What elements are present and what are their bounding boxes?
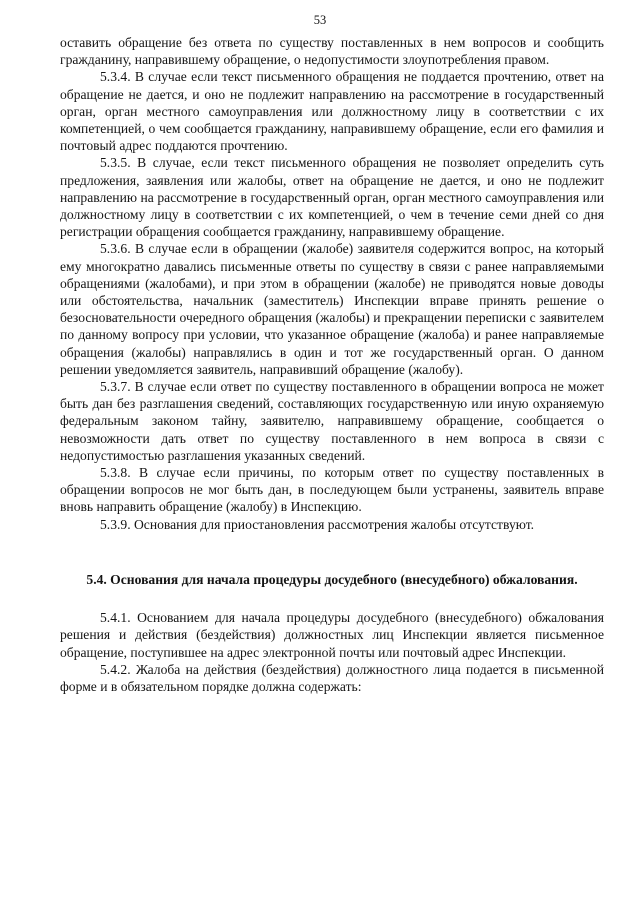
paragraph: оставить обращение без ответа по существу поставленных в нем вопросов и сообщить гражданину, направившему обращение, о недопустимости злоупотребления правом.	[60, 35, 604, 68]
body-text-bottom	[60, 609, 604, 695]
section-heading-5-4: 5.4. Основания для начала процедуры досудебного (внесудебного) обжалования.	[86, 571, 578, 587]
paragraph-5-4-1: 5.4.1. Основанием для начала процедуры досудебного (внесудебного) обжалования решения и действия (бездействия) должностных лиц Инспекции является письменное обращение, поступившее на адрес электронной почты или почтовый адрес Инспекции.	[60, 610, 604, 660]
paragraph-5-3-6: 5.3.6. В случае если в обращении (жалобе) заявителя содержится вопрос, на который ему многократно давались письменные ответы по существу в связи с ранее направляемыми обращениями (жалобами), и при этом в обращении (жалобе) не приводятся новые доводы или обстоятельства, начальник (заместитель) Инспекции вправе принять решение о безосновательности очередного обращения (жалобы) и прекращении переписки с заявителем по данному вопросу при условии, что указанное обращение (жалоба) и ранее направляемые обращения (жалобы) направлялись в один и тот же государственный орган. О данном решении уведомляется заявитель, направивший обращение (жалобу).	[60, 241, 604, 377]
paragraph-5-3-4: 5.3.4. В случае если текст письменного обращения не поддается прочтению, ответ на обращение не дается, и оно не подлежит направлению на рассмотрение в государственный орган, орган местного самоуправления или должностному лицу в соответствии с их компетенцией, о чем сообщается гражданину, направившему обращение, если его фамилия и почтовый адрес поддаются прочтению.	[60, 69, 604, 154]
page-number: 53	[313, 13, 327, 27]
body-text-top	[60, 34, 604, 533]
paragraph-5-3-7: 5.3.7. В случае если ответ по существу поставленного в обращении вопроса не может быть дан без разглашения сведений, составляющих государственную или иную охраняемую федеральным законом тайну, заявителю, направившему обращение, сообщается о невозможности дать ответ по существу поставленного в нем вопроса в связи с недопустимостью разглашения указанных сведений.	[60, 379, 604, 463]
paragraph-5-3-5: 5.3.5. В случае, если текст письменного обращения не позволяет определить суть предложения, заявления или жалобы, ответ на обращение не дается, и оно не подлежит направлению на рассмотрение в государственный орган, орган местного самоуправления или должностному лицу в соответствии с их компетенцией, о чем в течение семи дней со дня регистрации обращения сообщается гражданину, направившему обращение.	[60, 155, 604, 240]
paragraph-5-3-8: 5.3.8. В случае если причины, по которым ответ по существу поставленных в обращении вопросов не мог быть дан, в последующем были устранены, заявитель вправе вновь направить обращение (жалобу) в Инспекцию.	[60, 465, 604, 515]
paragraph-5-3-9: 5.3.9. Основания для приостановления рассмотрения жалобы отсутствуют.	[100, 516, 535, 532]
paragraph-5-4-2: 5.4.2. Жалоба на действия (бездействия) должностного лица подается в письменной форме и в обязательном порядке должна содержать:	[60, 661, 604, 694]
